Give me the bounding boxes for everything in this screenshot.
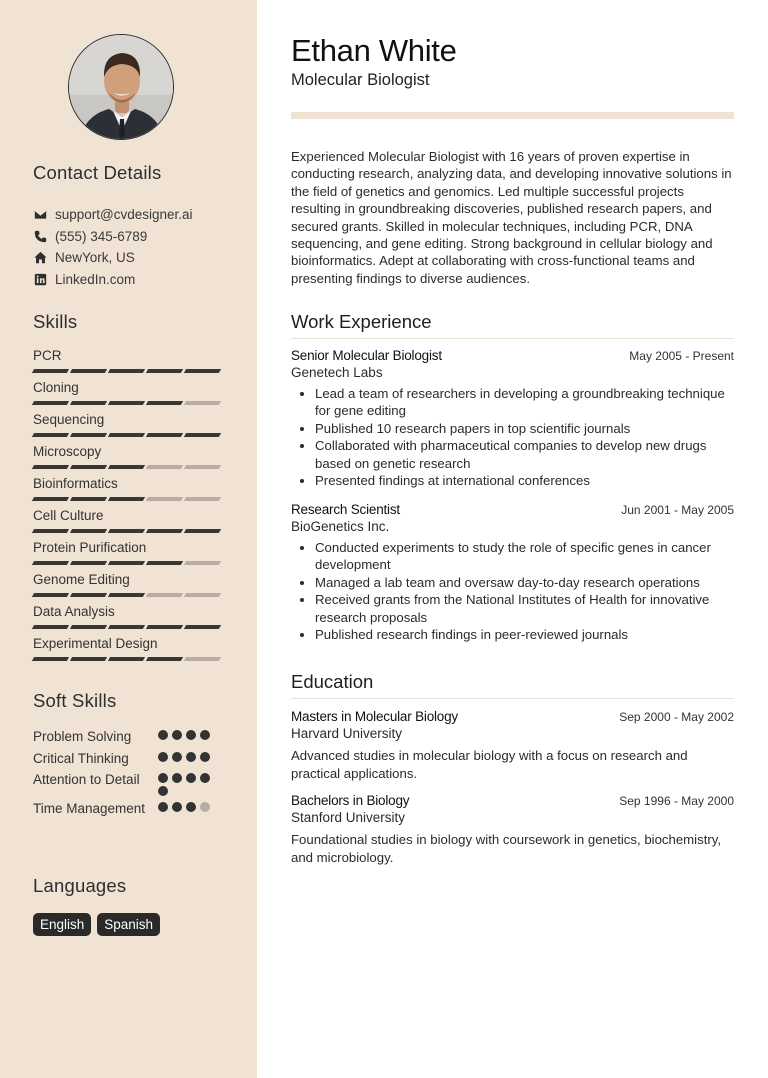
skill-level-segment bbox=[32, 625, 69, 629]
skill-level-segment bbox=[32, 561, 69, 565]
skill-name: Experimental Design bbox=[33, 636, 158, 651]
education-entry bbox=[291, 793, 734, 867]
rating-dot bbox=[158, 786, 168, 796]
skill-level-segment bbox=[70, 625, 107, 629]
skill-level-segment bbox=[108, 593, 145, 597]
skill-level-segment bbox=[70, 369, 107, 373]
soft-skill-name: Critical Thinking bbox=[33, 750, 129, 766]
skill-level-bar bbox=[33, 369, 233, 373]
skill-level-segment bbox=[32, 529, 69, 533]
skill-level-segment bbox=[70, 401, 107, 405]
skill-level-segment bbox=[32, 401, 69, 405]
skill-level-segment bbox=[184, 369, 221, 373]
skill-level-segment bbox=[108, 369, 145, 373]
soft-skill-item bbox=[33, 728, 248, 746]
skill-name: Cloning bbox=[33, 380, 79, 395]
soft-skills-heading: Soft Skills bbox=[33, 690, 117, 711]
rating-dot bbox=[172, 730, 182, 740]
skill-item bbox=[33, 635, 233, 667]
skill-level-segment bbox=[184, 561, 221, 565]
contact-location-text: NewYork, US bbox=[55, 250, 135, 266]
linkedin-icon bbox=[33, 272, 47, 286]
job-bullet: • Managed a lab team and oversaw day-to-day research operations bbox=[315, 574, 734, 591]
skill-level-segment bbox=[32, 433, 69, 437]
rating-dot bbox=[186, 802, 196, 812]
contact-email-text: support@cvdesigner.ai bbox=[55, 207, 193, 223]
skill-level-segment bbox=[146, 625, 183, 629]
job-date: Jun 2001 - May 2005 bbox=[621, 503, 734, 517]
contact-location bbox=[33, 247, 248, 269]
skill-name: Cell Culture bbox=[33, 508, 104, 523]
language-pill: Spanish bbox=[97, 913, 160, 936]
job-bullet: • Presented findings at international conferences bbox=[315, 472, 734, 489]
skill-level-segment bbox=[70, 657, 107, 661]
skill-level-segment bbox=[32, 657, 69, 661]
contact-linkedin[interactable] bbox=[33, 269, 248, 291]
skill-item bbox=[33, 347, 233, 379]
skill-level-bar bbox=[33, 561, 233, 565]
skill-item bbox=[33, 443, 233, 475]
rating-dot bbox=[200, 752, 210, 762]
rating-dot bbox=[158, 752, 168, 762]
section-divider bbox=[291, 698, 734, 699]
soft-skills-list bbox=[33, 728, 248, 822]
job-entry bbox=[291, 502, 734, 643]
skill-level-segment bbox=[146, 593, 183, 597]
soft-skill-item bbox=[33, 800, 248, 818]
skill-name: Bioinformatics bbox=[33, 476, 118, 491]
skill-item bbox=[33, 379, 233, 411]
skill-level-segment bbox=[108, 465, 145, 469]
skill-level-segment bbox=[146, 401, 183, 405]
job-title: Research Scientist bbox=[291, 502, 400, 517]
job-bullet: • Collaborated with pharmaceutical companies to develop new drugs based on genetic research bbox=[315, 437, 734, 472]
job-bullet: • Lead a team of researchers in developing a groundbreaking technique for gene editing bbox=[315, 385, 734, 420]
skill-level-bar bbox=[33, 657, 233, 661]
skill-item bbox=[33, 571, 233, 603]
skill-level-segment bbox=[184, 497, 221, 501]
job-entry bbox=[291, 348, 734, 489]
job-bullet: • Published research findings in peer-reviewed journals bbox=[315, 626, 734, 643]
rating-dot bbox=[186, 730, 196, 740]
rating-dot bbox=[172, 802, 182, 812]
skill-level-segment bbox=[70, 465, 107, 469]
skill-level-bar bbox=[33, 465, 233, 469]
job-company: Genetech Labs bbox=[291, 365, 383, 380]
education-heading: Education bbox=[291, 671, 374, 692]
section-divider bbox=[291, 338, 734, 339]
contact-email[interactable] bbox=[33, 204, 248, 226]
job-bullet: • Received grants from the National Institutes of Health for innovative research proposals bbox=[315, 591, 734, 626]
envelope-icon bbox=[33, 208, 47, 222]
skill-level-segment bbox=[184, 401, 221, 405]
rating-dot bbox=[200, 802, 210, 812]
skill-level-segment bbox=[184, 433, 221, 437]
skill-level-segment bbox=[184, 465, 221, 469]
language-pill: English bbox=[33, 913, 91, 936]
soft-skill-name: Problem Solving bbox=[33, 729, 132, 744]
rating-dot bbox=[158, 802, 168, 812]
skill-level-segment bbox=[146, 497, 183, 501]
skill-level-segment bbox=[32, 593, 69, 597]
skill-level-bar bbox=[33, 593, 233, 597]
contact-heading: Contact Details bbox=[33, 162, 162, 183]
skill-level-segment bbox=[108, 657, 145, 661]
skill-level-segment bbox=[146, 561, 183, 565]
skill-level-bar bbox=[33, 529, 233, 533]
education-date: Sep 2000 - May 2002 bbox=[619, 710, 734, 724]
skill-level-segment bbox=[108, 561, 145, 565]
skill-level-segment bbox=[146, 433, 183, 437]
skill-level-segment bbox=[32, 369, 69, 373]
skill-level-segment bbox=[146, 465, 183, 469]
rating-dot bbox=[158, 773, 168, 783]
languages-heading: Languages bbox=[33, 875, 127, 896]
skill-name: Data Analysis bbox=[33, 604, 115, 619]
skill-name: Genome Editing bbox=[33, 572, 130, 587]
skills-heading: Skills bbox=[33, 311, 78, 332]
education-description: Advanced studies in molecular biology with a focus on research and practical applications. bbox=[291, 748, 688, 781]
rating-dot bbox=[172, 773, 182, 783]
skill-level-bar bbox=[33, 401, 233, 405]
soft-skill-name: Attention to Detail bbox=[33, 772, 140, 787]
skill-item bbox=[33, 411, 233, 443]
work-experience-heading: Work Experience bbox=[291, 311, 432, 332]
skill-level-segment bbox=[70, 433, 107, 437]
sidebar bbox=[0, 0, 257, 1078]
skill-level-segment bbox=[70, 497, 107, 501]
skill-level-segment bbox=[184, 625, 221, 629]
job-bullet: • Conducted experiments to study the role of specific genes in cancer development bbox=[315, 539, 734, 574]
contact-phone[interactable] bbox=[33, 226, 248, 248]
soft-skill-rating bbox=[158, 800, 218, 818]
skill-level-bar bbox=[33, 625, 233, 629]
profile-photo bbox=[68, 34, 174, 140]
skill-level-segment bbox=[146, 657, 183, 661]
skills-list bbox=[33, 347, 233, 667]
skill-level-segment bbox=[32, 465, 69, 469]
skill-level-segment bbox=[146, 369, 183, 373]
job-bullet: • Published 10 research papers in top scientific journals bbox=[315, 420, 734, 437]
school-name: Harvard University bbox=[291, 726, 403, 741]
languages-list bbox=[33, 913, 160, 936]
summary-text: Experienced Molecular Biologist with 16 years of proven expertise in conducting research, analyzing data, and developing innovative solutions in the field of genetics and genomics. Led multiple successful projects resulting in groundbreaking discoveries, published research papers, and secured grants. Skilled in molecular techniques, including PCR, DNA sequencing, and gene editing. Strong background in cellular biology and bioinformatics. Adept at collaborating with cross-functional teams and presenting findings to diverse audiences. bbox=[291, 149, 732, 286]
school-name: Stanford University bbox=[291, 810, 406, 825]
phone-icon bbox=[33, 229, 47, 243]
soft-skill-rating bbox=[158, 771, 218, 796]
home-icon bbox=[33, 251, 47, 265]
rating-dot bbox=[186, 752, 196, 762]
education-description: Foundational studies in biology with coursework in genetics, biochemistry, and microbiology. bbox=[291, 832, 722, 865]
skill-level-segment bbox=[184, 657, 221, 661]
skill-item bbox=[33, 507, 233, 539]
header-divider bbox=[291, 112, 734, 119]
skill-level-segment bbox=[108, 625, 145, 629]
skill-level-segment bbox=[146, 529, 183, 533]
candidate-role: Molecular Biologist bbox=[291, 71, 430, 89]
education-entry bbox=[291, 709, 734, 783]
rating-dot bbox=[200, 773, 210, 783]
contact-phone-text: (555) 345-6789 bbox=[55, 228, 148, 244]
contact-linkedin-text: LinkedIn.com bbox=[55, 271, 136, 287]
skill-level-segment bbox=[108, 529, 145, 533]
skill-level-bar bbox=[33, 497, 233, 501]
job-bullets bbox=[291, 385, 734, 489]
skill-name: Microscopy bbox=[33, 444, 102, 459]
job-date: May 2005 - Present bbox=[629, 349, 734, 363]
soft-skill-item bbox=[33, 771, 248, 796]
skill-name: PCR bbox=[33, 348, 62, 363]
education-date: Sep 1996 - May 2000 bbox=[619, 794, 734, 808]
rating-dot bbox=[186, 773, 196, 783]
job-company: BioGenetics Inc. bbox=[291, 519, 390, 534]
candidate-name: Ethan White bbox=[291, 33, 457, 68]
skill-level-segment bbox=[70, 561, 107, 565]
soft-skill-rating bbox=[158, 728, 218, 746]
skill-level-segment bbox=[184, 529, 221, 533]
degree-title: Masters in Molecular Biology bbox=[291, 709, 458, 724]
rating-dot bbox=[158, 730, 168, 740]
degree-title: Bachelors in Biology bbox=[291, 793, 410, 808]
rating-dot bbox=[172, 752, 182, 762]
skill-level-segment bbox=[32, 497, 69, 501]
soft-skill-name: Time Management bbox=[33, 801, 146, 816]
skill-item bbox=[33, 603, 233, 635]
job-title: Senior Molecular Biologist bbox=[291, 348, 442, 363]
skill-level-segment bbox=[70, 529, 107, 533]
skill-level-bar bbox=[33, 433, 233, 437]
soft-skill-rating bbox=[158, 750, 218, 768]
skill-name: Sequencing bbox=[33, 412, 105, 427]
skill-level-segment bbox=[108, 401, 145, 405]
skill-item bbox=[33, 539, 233, 571]
skill-item bbox=[33, 475, 233, 507]
skill-name: Protein Purification bbox=[33, 540, 147, 555]
skill-level-segment bbox=[184, 593, 221, 597]
rating-dot bbox=[200, 730, 210, 740]
contact-list bbox=[33, 204, 248, 290]
job-bullets bbox=[291, 539, 734, 643]
soft-skill-item bbox=[33, 750, 248, 768]
skill-level-segment bbox=[108, 433, 145, 437]
skill-level-segment bbox=[108, 497, 145, 501]
skill-level-segment bbox=[70, 593, 107, 597]
